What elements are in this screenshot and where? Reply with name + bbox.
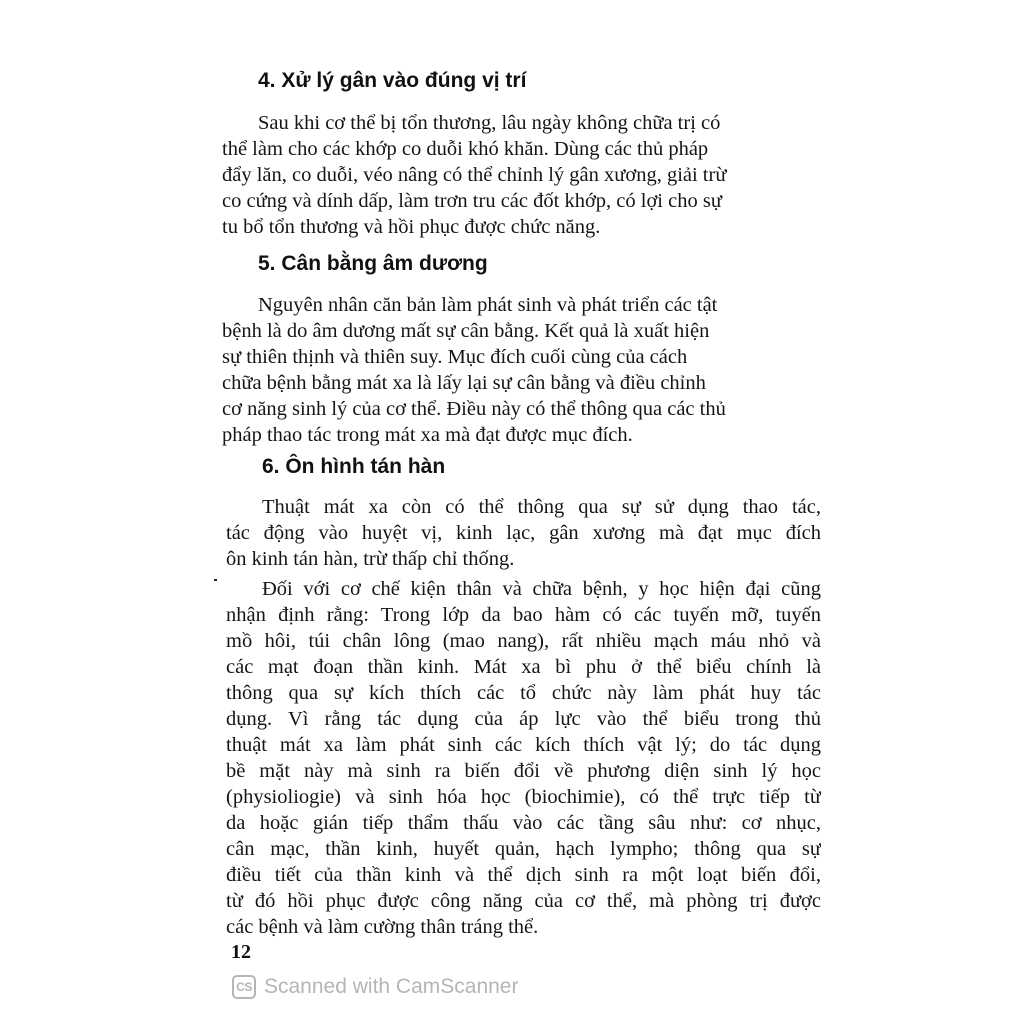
text-line: Sau khi cơ thể bị tổn thương, lâu ngày không chữa trị có: [258, 112, 721, 134]
camscanner-watermark: [232, 975, 518, 999]
text-line: pháp thao tác trong mát xa mà đạt được mục đích.: [222, 424, 633, 446]
text-line: da hoặc gián tiếp thẩm thấu vào các tầng sâu như: cơ nhục,: [226, 812, 821, 834]
section-heading-4: 4. Xử lý gân vào đúng vị trí: [258, 69, 527, 92]
section-5-paragraph: [222, 292, 814, 448]
text-line: các bệnh và làm cường thân tráng thể.: [226, 916, 539, 938]
text-line: các mạt đoạn thần kinh. Mát xa bì phu ở thể biểu chính là: [226, 656, 821, 678]
text-line: thuật mát xa làm phát sinh các kích thích vật lý; do tác dụng: [226, 734, 821, 756]
text-line: thông qua sự kích thích các tổ chức này làm phát huy tác: [226, 682, 821, 704]
text-line: co cứng và dính dấp, làm trơn tru các đốt khớp, có lợi cho sự: [222, 190, 722, 212]
section-6-paragraph: [226, 494, 821, 572]
text-line: thể làm cho các khớp co duỗi khó khăn. Dùng các thủ pháp: [222, 138, 709, 160]
text-line: sự thiên thịnh và thiên suy. Mục đích cuối cùng của cách: [222, 346, 688, 368]
text-line: bề mặt này mà sinh ra biến đổi về phương diện sinh lý học: [226, 760, 821, 782]
text-line: cơ năng sinh lý của cơ thể. Điều này có thể thông qua các thủ: [222, 398, 726, 420]
section-4-paragraph: [222, 110, 814, 240]
watermark-text: Scanned with CamScanner: [264, 975, 519, 998]
section-heading-6: 6. Ôn hình tán hàn: [262, 455, 446, 478]
text-line: tác động vào huyệt vị, kinh lạc, gân xương mà đạt mục đích: [226, 522, 821, 544]
text-line: Đối với cơ chế kiện thân và chữa bệnh, y học hiện đại cũng: [262, 578, 821, 600]
text-line: Thuật mát xa còn có thể thông qua sự sử dụng thao tác,: [262, 496, 821, 518]
text-line: tu bổ tổn thương và hồi phục được chức năng.: [222, 216, 601, 238]
text-line: điều tiết của thần kinh và thể dịch sinh ra một loạt biến đổi,: [226, 864, 821, 886]
text-line: (physioliogie) và sinh hóa học (biochimie), có thể trực tiếp từ: [226, 786, 821, 808]
text-line: đẩy lăn, co duỗi, véo nâng có thể chỉnh lý gân xương, giải trừ: [222, 164, 727, 186]
text-line: chữa bệnh bằng mát xa là lấy lại sự cân bằng và điều chỉnh: [222, 372, 706, 394]
section-heading-5: 5. Cân bằng âm dương: [258, 252, 488, 275]
text-line: bệnh là do âm dương mất sự cân bằng. Kết quả là xuất hiện: [222, 320, 710, 342]
text-line: nhận định rằng: Trong lớp da bao hàm có các tuyến mỡ, tuyến: [226, 604, 821, 626]
text-line: dụng. Vì rằng tác dụng của áp lực vào thể biểu trong thủ: [226, 708, 821, 730]
text-line: ôn kinh tán hàn, trừ thấp chỉ thống.: [226, 548, 515, 570]
camscanner-logo-icon: CS: [232, 975, 256, 999]
text-line: từ đó hồi phục được công năng của cơ thể, mà phòng trị được: [226, 890, 821, 912]
text-line: Nguyên nhân căn bản làm phát sinh và phát triển các tật: [258, 294, 718, 316]
text-line: cân mạc, thần kinh, huyết quản, hạch lympho; thông qua sự: [226, 838, 821, 860]
text-line: mồ hôi, túi chân lông (mao nang), rất nhiều mạch máu nhỏ và: [226, 630, 821, 652]
scan-speck: [214, 579, 217, 581]
closing-paragraph: [226, 576, 821, 940]
page-number: 12: [231, 941, 251, 963]
